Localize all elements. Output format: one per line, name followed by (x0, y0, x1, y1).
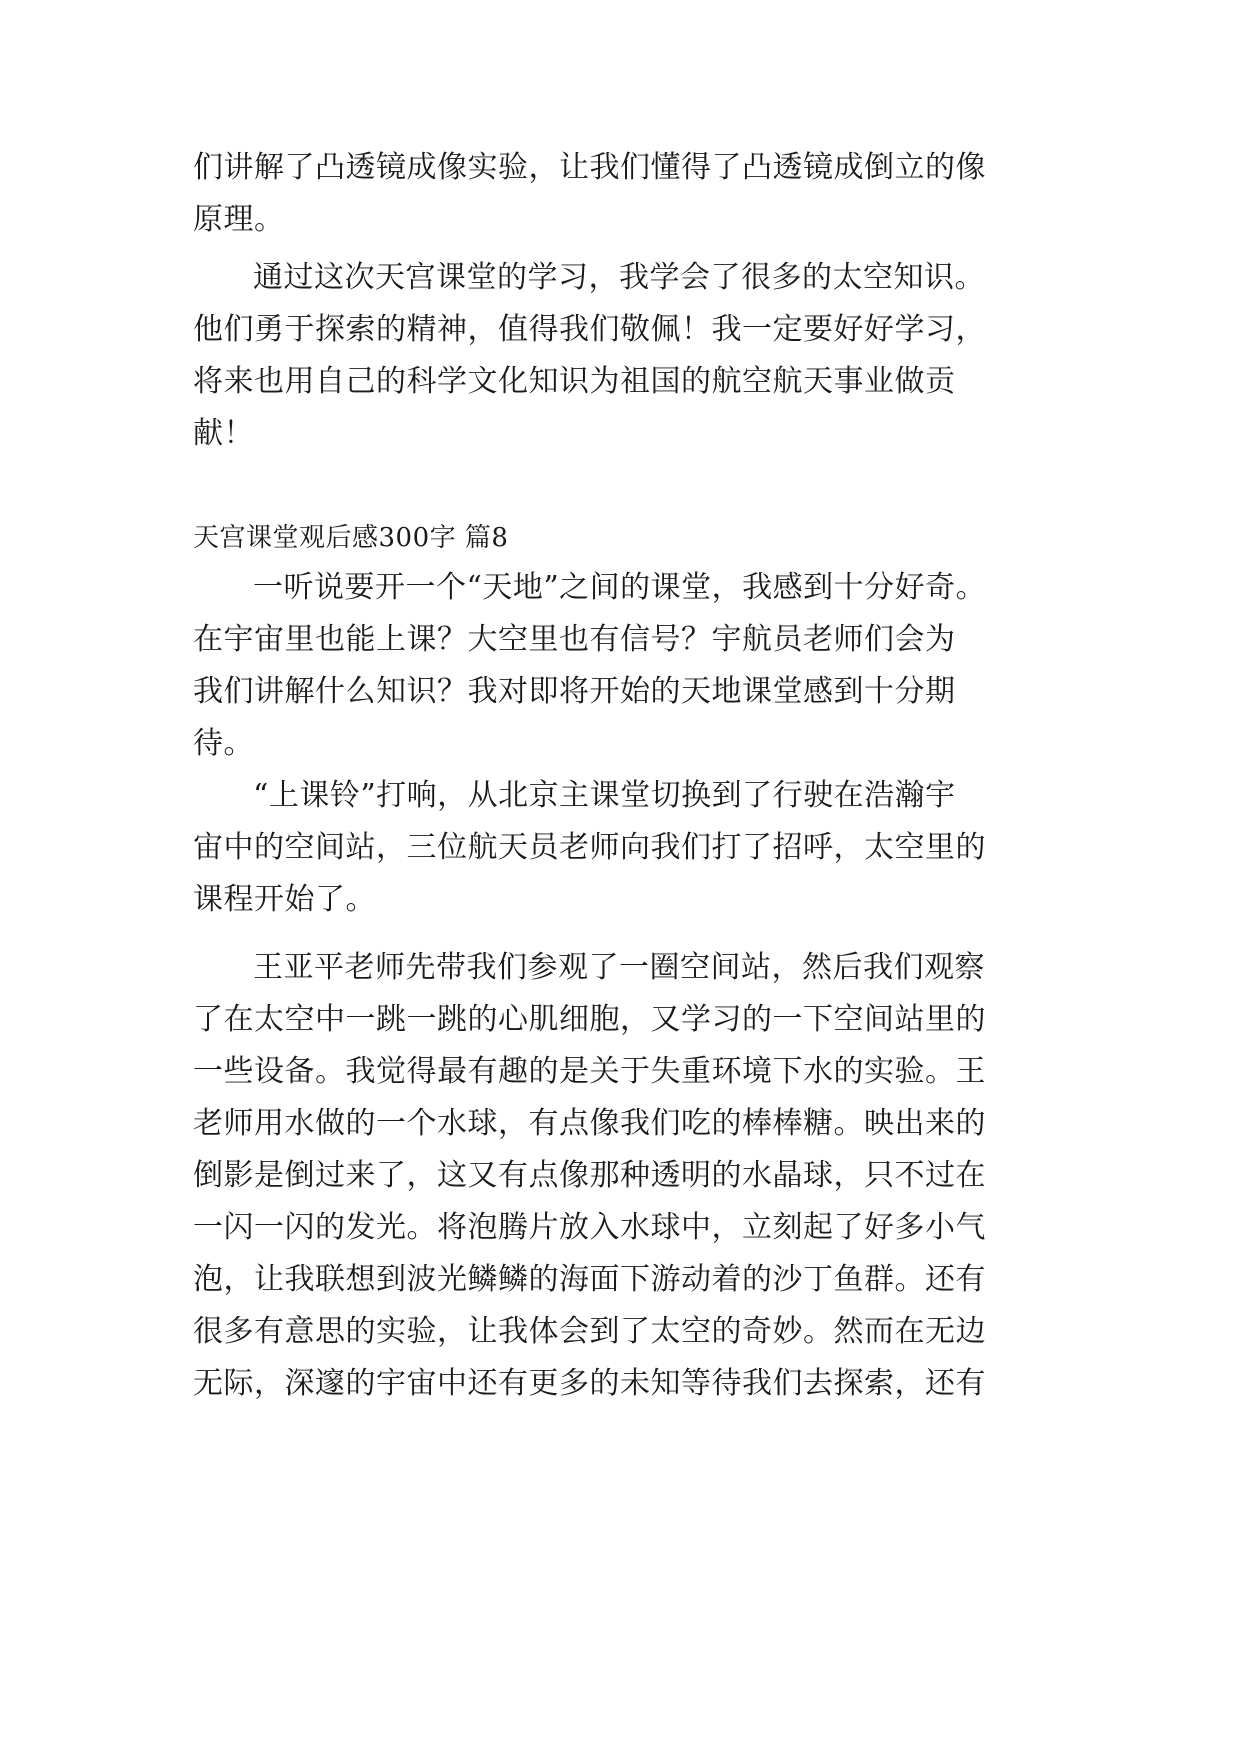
paragraph-line: 老师用水做的一个水球，有点像我们吃的棒棒糖。映出来的 (193, 1106, 986, 1141)
paragraph-line: “上课铃”打响，从北京主课堂切换到了行驶在浩瀚宇 (253, 778, 956, 813)
paragraph-line: 们讲解了凸透镜成像实验，让我们懂得了凸透镜成倒立的像 (193, 150, 986, 185)
paragraph-line: 无际，深邃的宇宙中还有更多的未知等待我们去探索，还有 (193, 1366, 986, 1401)
paragraph-line: 王亚平老师先带我们参观了一圈空间站，然后我们观察 (253, 950, 985, 985)
paragraph-line: 宙中的空间站，三位航天员老师向我们打了招呼，太空里的 (193, 830, 986, 865)
paragraph-line: 待。 (193, 726, 254, 761)
paragraph-line: 他们勇于探索的精神，值得我们敬佩！我一定要好好学习， (193, 312, 986, 347)
paragraph-line: 通过这次天宫课堂的学习，我学会了很多的太空知识。 (253, 260, 985, 295)
paragraph-line: 一些设备。我觉得最有趣的是关于失重环境下水的实验。王 (193, 1054, 986, 1089)
paragraph-line: 泡，让我联想到波光鳞鳞的海面下游动着的沙丁鱼群。还有 (193, 1262, 986, 1297)
paragraph-line: 献！ (193, 416, 254, 451)
paragraph-line: 我们讲解什么知识？我对即将开始的天地课堂感到十分期 (193, 674, 956, 709)
paragraph-line: 将来也用自己的科学文化知识为祖国的航空航天事业做贡 (193, 364, 956, 399)
paragraph-line: 原理。 (193, 202, 285, 237)
paragraph-line: 了在太空中一跳一跳的心肌细胞，又学习的一下空间站里的 (193, 1002, 986, 1037)
paragraph-line: 一闪一闪的发光。将泡腾片放入水球中，立刻起了好多小气 (193, 1210, 986, 1245)
paragraph-line: 在宇宙里也能上课？大空里也有信号？宇航员老师们会为 (193, 622, 956, 657)
paragraph-line: 一听说要开一个“天地”之间的课堂，我感到十分好奇。 (253, 570, 987, 605)
paragraph-line: 倒影是倒过来了，这又有点像那种透明的水晶球，只不过在 (193, 1158, 986, 1193)
paragraph-line: 很多有意思的实验，让我体会到了太空的奇妙。然而在无边 (193, 1314, 986, 1349)
section-heading: 天宫课堂观后感300字 篇8 (193, 523, 509, 553)
paragraph-line: 课程开始了。 (193, 882, 376, 917)
